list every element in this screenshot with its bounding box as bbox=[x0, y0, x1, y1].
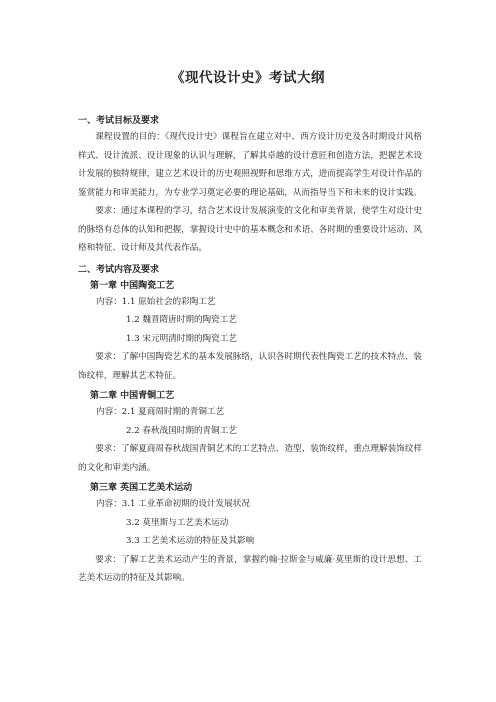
chapter-content-item: 1.3 宋元明清时期的陶瓷工艺 bbox=[126, 333, 237, 344]
chapter-requirement: 要求：了解工艺美术运动产生的背景，掌握约翰·拉斯金与威廉·莫里斯的设计思想、工艺美术运动的特征及其影响。 bbox=[78, 554, 422, 583]
paragraph: 要求：通过本课程的学习，结合艺术设计发展演变的文化和审美背景，使学生对设计史的脉络有总体的认知和把握，掌握设计史中的基本概念和术语、各时期的重要设计运动、风格和特征、设计师及其代表作品。 bbox=[78, 206, 422, 253]
section-heading: 一、考试目标及要求 bbox=[78, 116, 160, 126]
section-goals bbox=[78, 114, 422, 258]
section-heading: 二、考试内容及要求 bbox=[78, 264, 160, 275]
chapter-2 bbox=[78, 389, 422, 477]
paragraph: 课程设置的目的：《现代设计史》课程旨在建立对中、西方设计历史及各时期设计风格样式、设计流派、设计现象的认识与理解，了解其卓越的设计意匠和创造方法，把握艺术设计发展的独特规律，建立艺术设计的历史观照视野和思维方式，进而提高学生对设计作品的鉴赏能力和审美能力，为专业学习奠定必要的理论基础，从而指导当下和未来的设计实践。 bbox=[78, 132, 422, 198]
chapter-heading: 第三章 英国工艺美术运动 bbox=[90, 483, 193, 493]
chapter-1 bbox=[78, 279, 422, 386]
chapter-requirement: 要求：了解中国陶瓷艺术的基本发展脉络，认识各时期代表性陶瓷工艺的技术特点、装饰纹样，理解其艺术特征。 bbox=[78, 352, 422, 381]
section-content bbox=[78, 263, 422, 588]
chapter-content-item: 2.2 春秋战国时期的青铜工艺 bbox=[126, 425, 237, 436]
document-body bbox=[78, 114, 422, 588]
chapter-content-item: 内容：3.1 工业革命初期的设计发展状况 bbox=[96, 499, 250, 509]
chapter-heading: 第二章 中国青铜工艺 bbox=[90, 391, 175, 401]
chapter-content-item: 1.2 魏晋隋唐时期的陶瓷工艺 bbox=[126, 315, 237, 325]
chapter-content-item: 3.2 莫里斯与工艺美术运动 bbox=[126, 517, 229, 528]
chapter-heading: 第一章 中国陶瓷工艺 bbox=[90, 280, 175, 291]
document-title: 《现代设计史》考试大纲 bbox=[171, 70, 325, 86]
chapter-content-item: 内容：2.1 夏商周时期的青铜工艺 bbox=[96, 407, 225, 417]
chapter-requirement: 要求：了解夏商周春秋战国青铜艺术的工艺特点、造型、装饰纹样，重点理解装饰纹样的文化和审美内涵。 bbox=[78, 444, 422, 473]
chapter-content-item: 内容：1.1 原始社会的彩陶工艺 bbox=[96, 296, 216, 307]
chapter-content-item: 3.3 工艺美术运动的特征及其影响 bbox=[126, 536, 255, 546]
chapter-3 bbox=[78, 481, 422, 588]
